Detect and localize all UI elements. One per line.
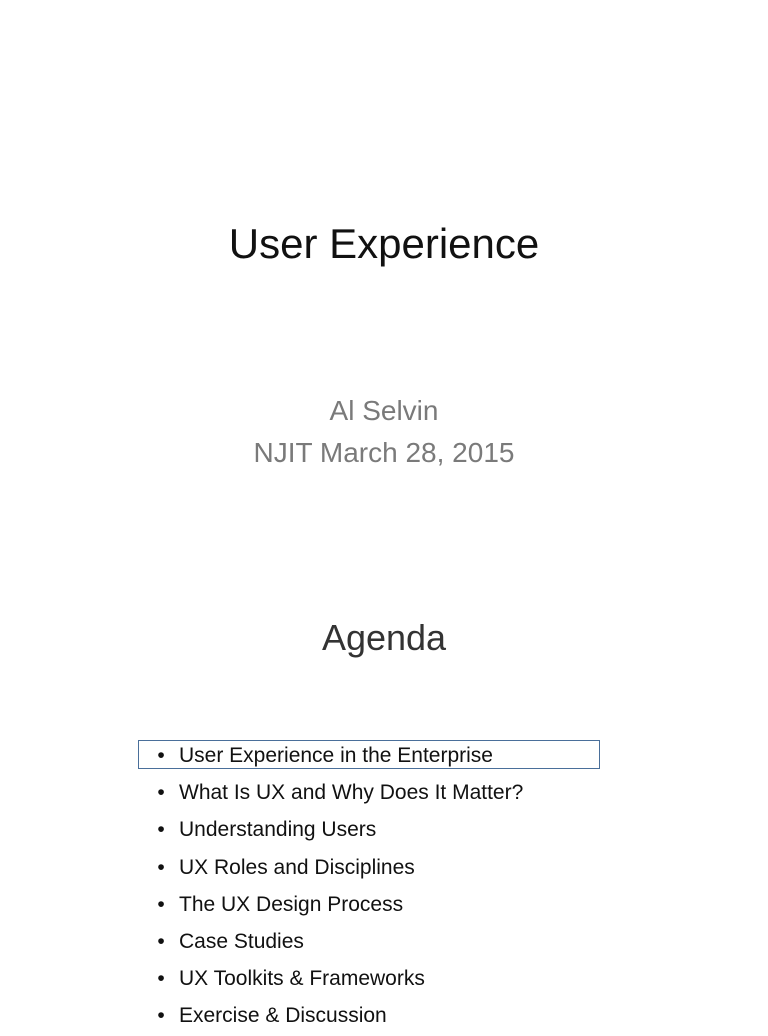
bullet-icon: •	[157, 1004, 165, 1028]
bullet-icon: •	[157, 744, 165, 767]
agenda-item[interactable]	[138, 850, 608, 887]
agenda-item-label: Exercise & Discussion	[179, 1004, 387, 1028]
agenda-item-label: Understanding Users	[179, 818, 377, 842]
agenda-item[interactable]	[138, 775, 608, 812]
bullet-icon: •	[157, 892, 165, 916]
agenda-item[interactable]	[138, 924, 608, 961]
agenda-item[interactable]	[138, 887, 608, 924]
bullet-icon: •	[157, 929, 165, 953]
agenda-item-label: UX Roles and Disciplines	[179, 855, 415, 879]
agenda-item-label: UX Toolkits & Frameworks	[179, 967, 425, 991]
agenda-item[interactable]	[138, 738, 608, 775]
agenda-title: Agenda	[321, 617, 447, 658]
agenda-item-label: What Is UX and Why Does It Matter?	[179, 781, 524, 805]
bullet-icon: •	[157, 967, 165, 991]
agenda-item[interactable]	[138, 812, 608, 849]
agenda-item-label: Case Studies	[179, 929, 304, 953]
agenda-item-label: User Experience in the Enterprise	[179, 744, 493, 767]
bullet-icon: •	[157, 818, 165, 842]
agenda-slide	[0, 560, 768, 1028]
slide-title: User Experience	[228, 220, 540, 267]
bullet-icon: •	[157, 781, 165, 805]
event-date: NJIT March 28, 2015	[253, 437, 515, 468]
author-name: Al Selvin	[329, 395, 439, 426]
agenda-list	[138, 738, 608, 1036]
agenda-item[interactable]	[138, 961, 608, 998]
agenda-item-label: The UX Design Process	[179, 892, 404, 916]
agenda-item[interactable]	[138, 998, 608, 1035]
bullet-icon: •	[157, 855, 165, 879]
